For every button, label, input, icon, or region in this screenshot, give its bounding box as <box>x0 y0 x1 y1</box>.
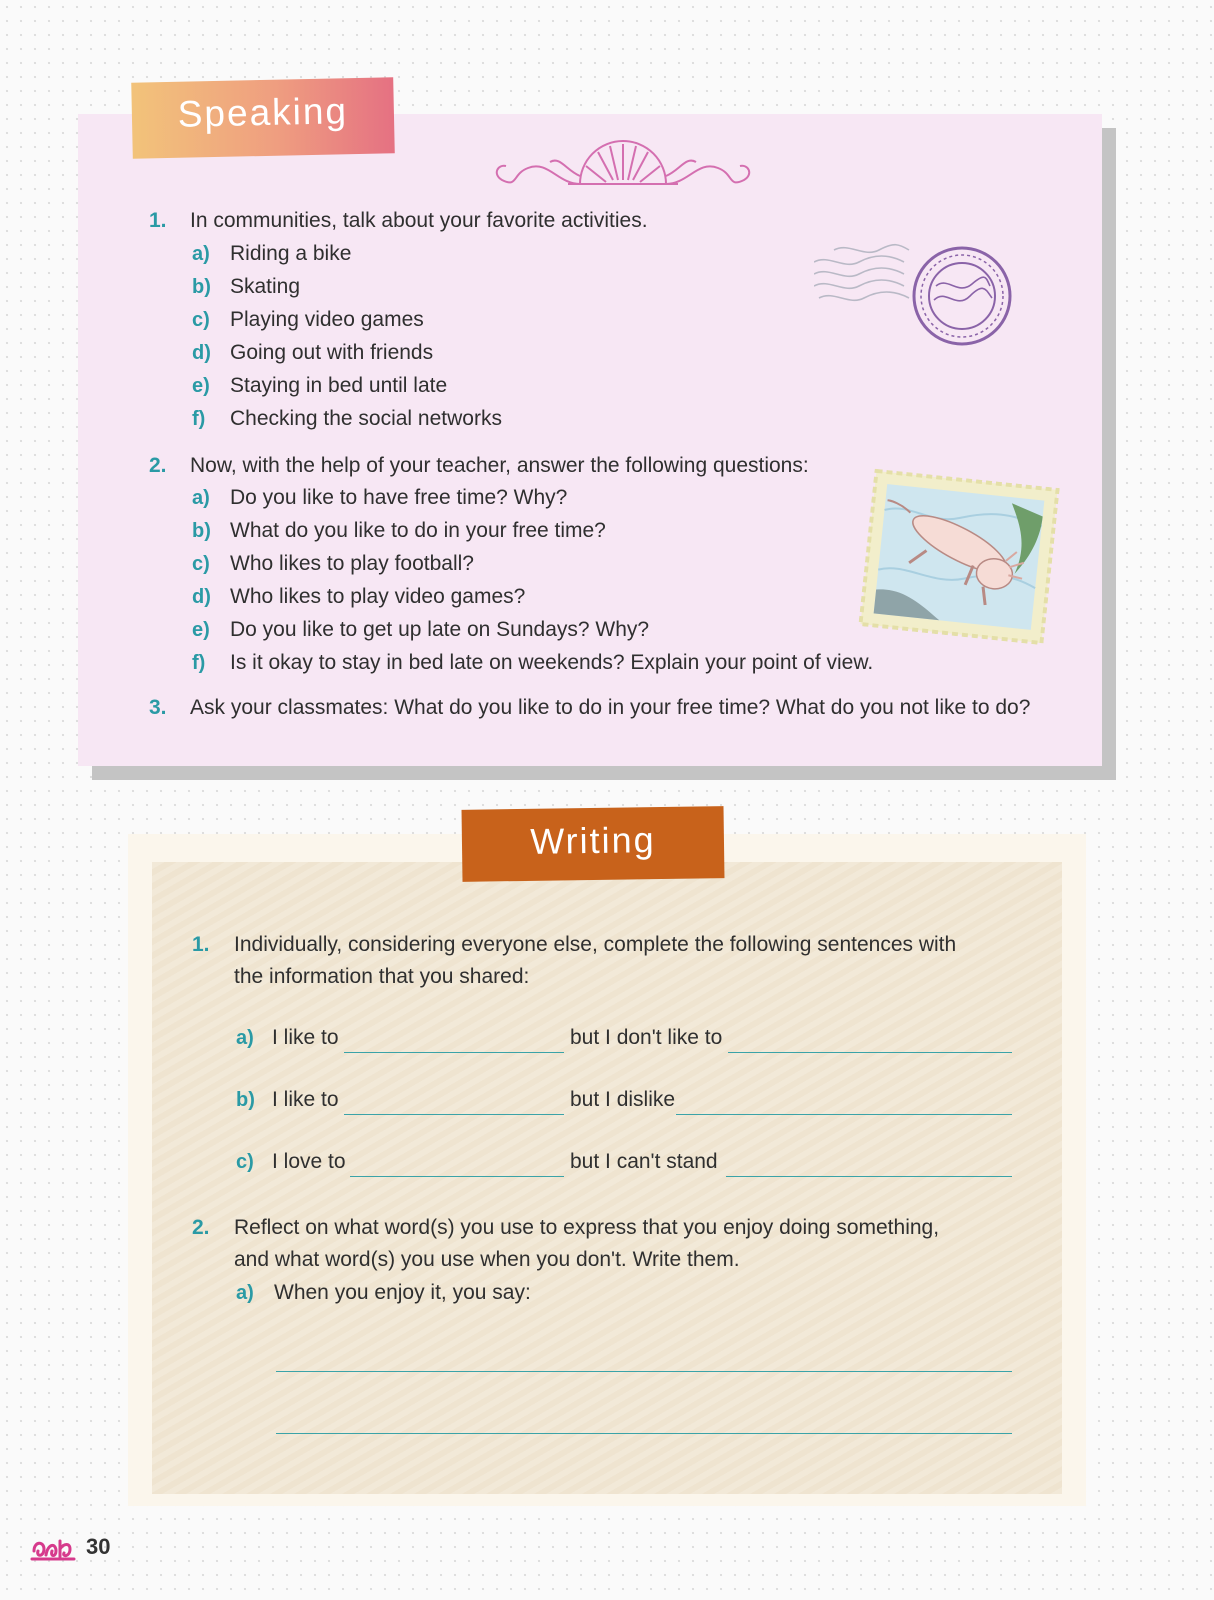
writing-q1-line2: the information that you shared: <box>234 965 530 988</box>
speaking-q2-letter-e: e) <box>192 619 210 641</box>
writing-row-b-start: I like to <box>272 1088 339 1111</box>
speaking-q1-text: In communities, talk about your favorite activities. <box>190 209 648 232</box>
writing-title: Writing <box>529 819 656 862</box>
speaking-q1-letter-a: a) <box>192 243 210 265</box>
speaking-title: Speaking <box>177 90 349 135</box>
answer-line-enjoy-1[interactable] <box>276 1371 1012 1372</box>
speaking-q1-item-e: Staying in bed until late <box>230 374 448 397</box>
speaking-title-banner <box>131 77 395 158</box>
speaking-q2-item-e: Do you like to get up late on Sundays? Why? <box>230 618 650 641</box>
footer-logo-icon <box>30 1535 78 1563</box>
speaking-q1-letter-d: d) <box>192 342 211 364</box>
speaking-q2-item-d: Who likes to play video games? <box>230 585 526 608</box>
speaking-q1-letter-f: f) <box>192 408 206 430</box>
speaking-q3-number: 3. <box>149 696 167 719</box>
writing-q2-item-a: When you enjoy it, you say: <box>274 1281 531 1304</box>
speaking-q1-letter-e: e) <box>192 375 210 397</box>
writing-q2-letter-a: a) <box>236 1282 254 1304</box>
answer-line-a1[interactable] <box>344 1052 564 1053</box>
writing-row-b-middle: but I dislike <box>570 1088 676 1111</box>
speaking-q1-item-d: Going out with friends <box>230 341 434 364</box>
answer-line-b1[interactable] <box>344 1114 564 1115</box>
page-number: 30 <box>86 1534 111 1559</box>
writing-q2-line1: Reflect on what word(s) you use to express that you enjoy doing something, <box>234 1216 940 1239</box>
writing-row-c-start: I love to <box>272 1150 346 1173</box>
speaking-q1-item-f: Checking the social networks <box>230 407 502 430</box>
speaking-q2-letter-f: f) <box>192 652 206 674</box>
writing-row-a-middle: but I don't like to <box>570 1026 723 1049</box>
speaking-q2-text: Now, with the help of your teacher, answer the following questions: <box>190 454 809 477</box>
speaking-q2-letter-c: c) <box>192 553 210 575</box>
speaking-q1-item-b: Skating <box>230 275 301 298</box>
speaking-q1-letter-b: b) <box>192 276 211 298</box>
speaking-q2-item-a: Do you like to have free time? Why? <box>230 486 568 509</box>
speaking-q2-item-f: Is it okay to stay in bed late on weekends? Explain your point of view. <box>230 651 874 674</box>
speaking-q2-item-c: Who likes to play football? <box>230 552 474 575</box>
speaking-q2-letter-b: b) <box>192 520 211 542</box>
speaking-q2-letter-a: a) <box>192 487 210 509</box>
writing-row-c-middle: but I can't stand <box>570 1150 718 1173</box>
writing-q1-line1: Individually, considering everyone else, complete the following sentences with <box>234 933 957 956</box>
axolotl-stamp-icon <box>858 469 1059 646</box>
speaking-q3-text: Ask your classmates: What do you like to do in your free time? What do you not like to do? <box>190 696 1031 719</box>
writing-row-c-letter: c) <box>236 1151 254 1173</box>
writing-row-a-start: I like to <box>272 1026 339 1049</box>
speaking-q2-letter-d: d) <box>192 586 211 608</box>
speaking-q1-letter-c: c) <box>192 309 210 331</box>
speaking-q1-item-a: Riding a bike <box>230 242 352 265</box>
speaking-q2-item-b: What do you like to do in your free time? <box>230 519 606 542</box>
writing-q2-number: 2. <box>192 1216 210 1239</box>
ornament-icon <box>488 140 758 192</box>
answer-line-enjoy-2[interactable] <box>276 1433 1012 1434</box>
writing-q1-number: 1. <box>192 933 210 956</box>
answer-line-b2[interactable] <box>676 1114 1012 1115</box>
answer-line-c1[interactable] <box>350 1176 564 1177</box>
speaking-q1-item-c: Playing video games <box>230 308 424 331</box>
writing-title-banner <box>462 806 725 882</box>
postmark-stamp-icon <box>814 240 1026 358</box>
writing-q2-line2: and what word(s) you use when you don't. Write them. <box>234 1248 740 1271</box>
writing-row-b-letter: b) <box>236 1089 255 1111</box>
answer-line-a2[interactable] <box>728 1052 1012 1053</box>
speaking-q1-number: 1. <box>149 209 167 232</box>
answer-line-c2[interactable] <box>726 1176 1012 1177</box>
writing-row-a-letter: a) <box>236 1027 254 1049</box>
speaking-q2-number: 2. <box>149 454 167 477</box>
